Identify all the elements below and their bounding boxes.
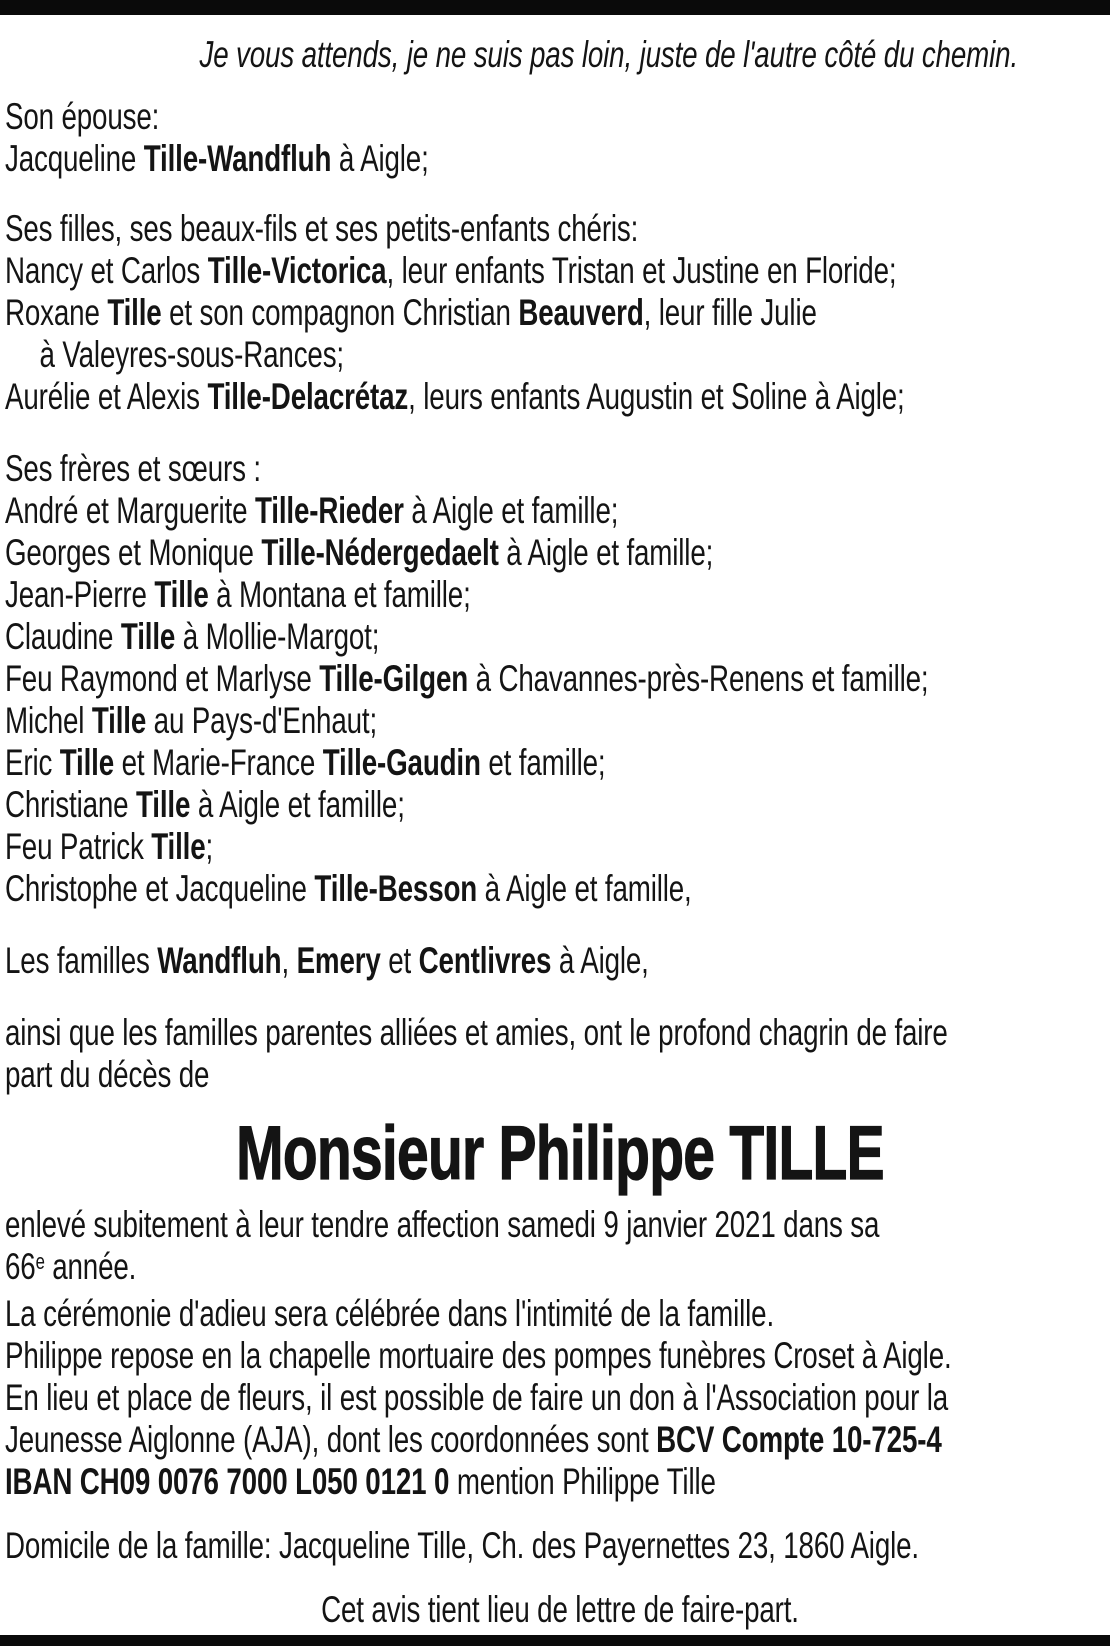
text-line: [5, 292, 1110, 334]
name-bold: Tille-Gaudin: [322, 742, 481, 783]
text-segment: Ses frères et sœurs :: [5, 448, 261, 489]
text-segment: ;: [205, 826, 214, 867]
siblings: [5, 448, 1110, 910]
text-line: [5, 1589, 1110, 1631]
text-line: [5, 490, 1110, 532]
text-segment: Aurélie et Alexis: [5, 376, 208, 417]
text-segment: Christophe et Jacqueline: [5, 868, 315, 909]
text-segment: Jean-Pierre: [5, 574, 155, 615]
text-segment: Son épouse:: [5, 96, 160, 137]
text-line: [5, 250, 1110, 292]
text-segment: Roxane: [5, 292, 108, 333]
text-line: [5, 334, 1110, 376]
text-line: [5, 1246, 1110, 1293]
text-line: [5, 784, 1110, 826]
name-bold: Tille: [151, 826, 206, 867]
name-bold: Tille-Rieder: [254, 490, 404, 531]
text-segment: Cet avis tient lieu de lettre de faire-part.: [321, 1589, 799, 1630]
families: [5, 940, 1110, 982]
name-bold: Tille: [120, 616, 176, 657]
text-line: [5, 1204, 1110, 1246]
text-segment: Les familles: [5, 940, 158, 981]
children: [5, 208, 1110, 418]
text-line: [5, 700, 1110, 742]
name-bold: Tille: [91, 700, 147, 741]
text-segment: Feu Patrick: [5, 826, 152, 867]
text-line: [103, 34, 1110, 76]
text-line: [5, 658, 1110, 700]
text-line: [5, 1525, 1110, 1567]
text-segment: , leur enfants Tristan et Justine en Floride;: [386, 250, 897, 291]
text-segment: au Pays-d'Enhaut;: [146, 700, 378, 741]
ceremony-details: [5, 1204, 1110, 1503]
text-line: [5, 96, 1110, 138]
text-line: [5, 138, 1110, 180]
text-line: [5, 742, 1110, 784]
text-segment: e: [35, 1249, 45, 1275]
text-segment: à Montana et famille;: [208, 574, 471, 615]
text-line: [5, 1335, 1110, 1377]
text-segment: année.: [44, 1246, 137, 1287]
text-segment: Christiane: [5, 784, 136, 825]
text-segment: ainsi que les familles parentes alliées et amies, ont le profond chagrin de faire: [5, 1012, 948, 1053]
name-bold: Tille: [135, 784, 191, 825]
text-segment: et: [380, 940, 419, 981]
text-segment: Jeunesse Aiglonne (AJA), dont les coordonnées sont: [5, 1419, 657, 1460]
text-segment: à Chavannes-près-Renens et famille;: [468, 658, 929, 699]
deceased-name: [5, 1108, 1110, 1200]
text-segment: à Valeyres-sous-Rances;: [39, 334, 344, 375]
top-border: [0, 0, 1110, 15]
text-segment: enlevé subitement à leur tendre affection samedi 9 janvier 2021 dans sa: [5, 1204, 880, 1245]
name-bold: Centlivres: [418, 940, 552, 981]
name-bold: Tille-Besson: [314, 868, 478, 909]
name-bold: Emery: [296, 940, 381, 981]
text-line: [5, 574, 1110, 616]
closing: [5, 1589, 1110, 1631]
name-bold: Wandfluh: [157, 940, 282, 981]
text-line: [5, 376, 1110, 418]
text-segment: Michel: [5, 700, 92, 741]
text-line: [5, 208, 1110, 250]
text-line: [5, 532, 1110, 574]
quote: [5, 34, 1110, 76]
text-line: [5, 868, 1110, 910]
text-segment: Philippe repose en la chapelle mortuaire des pompes funèbres Croset à Aigle.: [5, 1335, 952, 1376]
text-line: [5, 1461, 1110, 1503]
text-segment: à Aigle et famille;: [190, 784, 405, 825]
name-bold: Tille-Delacrétaz: [207, 376, 409, 417]
name-bold: Beauverd: [518, 292, 644, 333]
name-bold: Tille: [107, 292, 162, 333]
text-line: [5, 1293, 1110, 1335]
text-segment: , leur fille Julie: [643, 292, 817, 333]
text-segment: à Aigle et famille;: [403, 490, 619, 531]
obituary-notice: [0, 15, 1110, 1631]
text-segment: Domicile de la famille: Jacqueline Tille, Ch. des Payernettes 23, 1860 Aigle.: [5, 1525, 919, 1566]
name-bold: Tille-Nédergedaelt: [261, 532, 499, 573]
text-line: [5, 1108, 1110, 1200]
text-segment: Eric: [5, 742, 60, 783]
spouse: [5, 96, 1110, 180]
name-bold: Tille-Gilgen: [319, 658, 469, 699]
name-bold: Tille: [59, 742, 115, 783]
text-line: [5, 1377, 1110, 1419]
name-bold: Tille: [154, 574, 209, 615]
text-segment: Claudine: [5, 616, 121, 657]
text-segment: à Aigle et famille;: [498, 532, 714, 573]
text-segment: mention Philippe Tille: [449, 1461, 716, 1502]
domicile: [5, 1525, 1110, 1567]
text-segment: , leurs enfants Augustin et Soline à Aigle;: [408, 376, 905, 417]
name-bold: IBAN CH09 0076 7000 L050 0121 0: [5, 1461, 450, 1502]
name-bold: Tille-Victorica: [207, 250, 387, 291]
text-line: [5, 448, 1110, 490]
text-line: [5, 1419, 1110, 1461]
text-line: [5, 616, 1110, 658]
text-segment: et famille;: [480, 742, 606, 783]
notice-body: [5, 34, 1110, 1631]
text-line: [5, 940, 1110, 982]
name-bold: Tille-Wandfluh: [143, 138, 332, 179]
text-segment: Feu Raymond et Marlyse: [5, 658, 320, 699]
text-segment: Nancy et Carlos: [5, 250, 208, 291]
text-segment: Georges et Monique: [5, 532, 262, 573]
text-segment: ,: [281, 940, 297, 981]
text-segment: Ses filles, ses beaux-fils et ses petits-enfants chéris:: [5, 208, 639, 249]
text-line: [5, 1012, 1110, 1054]
text-line: [5, 826, 1110, 868]
text-segment: André et Marguerite: [5, 490, 255, 531]
text-segment: et Marie-France: [114, 742, 323, 783]
text-segment: à Aigle et famille,: [477, 868, 692, 909]
text-segment: La cérémonie d'adieu sera célébrée dans l'intimité de la famille.: [5, 1293, 775, 1334]
text-segment: à Aigle,: [551, 940, 649, 981]
text-segment: à Aigle;: [331, 138, 429, 179]
text-segment: 66: [5, 1246, 36, 1287]
bottom-border: [0, 1635, 1110, 1646]
text-segment: à Mollie-Margot;: [175, 616, 380, 657]
text-segment: Je vous attends, je ne suis pas loin, juste de l'autre côté du chemin.: [199, 34, 1019, 75]
name-bold: BCV Compte 10-725-4: [656, 1419, 942, 1460]
text-segment: part du décès de: [5, 1054, 210, 1095]
text-segment: Monsieur Philippe TILLE: [236, 1111, 884, 1196]
text-segment: Jacqueline: [5, 138, 144, 179]
announcement: [5, 1012, 1110, 1096]
text-segment: En lieu et place de fleurs, il est possible de faire un don à l'Association pour la: [5, 1377, 949, 1418]
text-line: [5, 1054, 1110, 1096]
text-segment: et son compagnon Christian: [161, 292, 519, 333]
